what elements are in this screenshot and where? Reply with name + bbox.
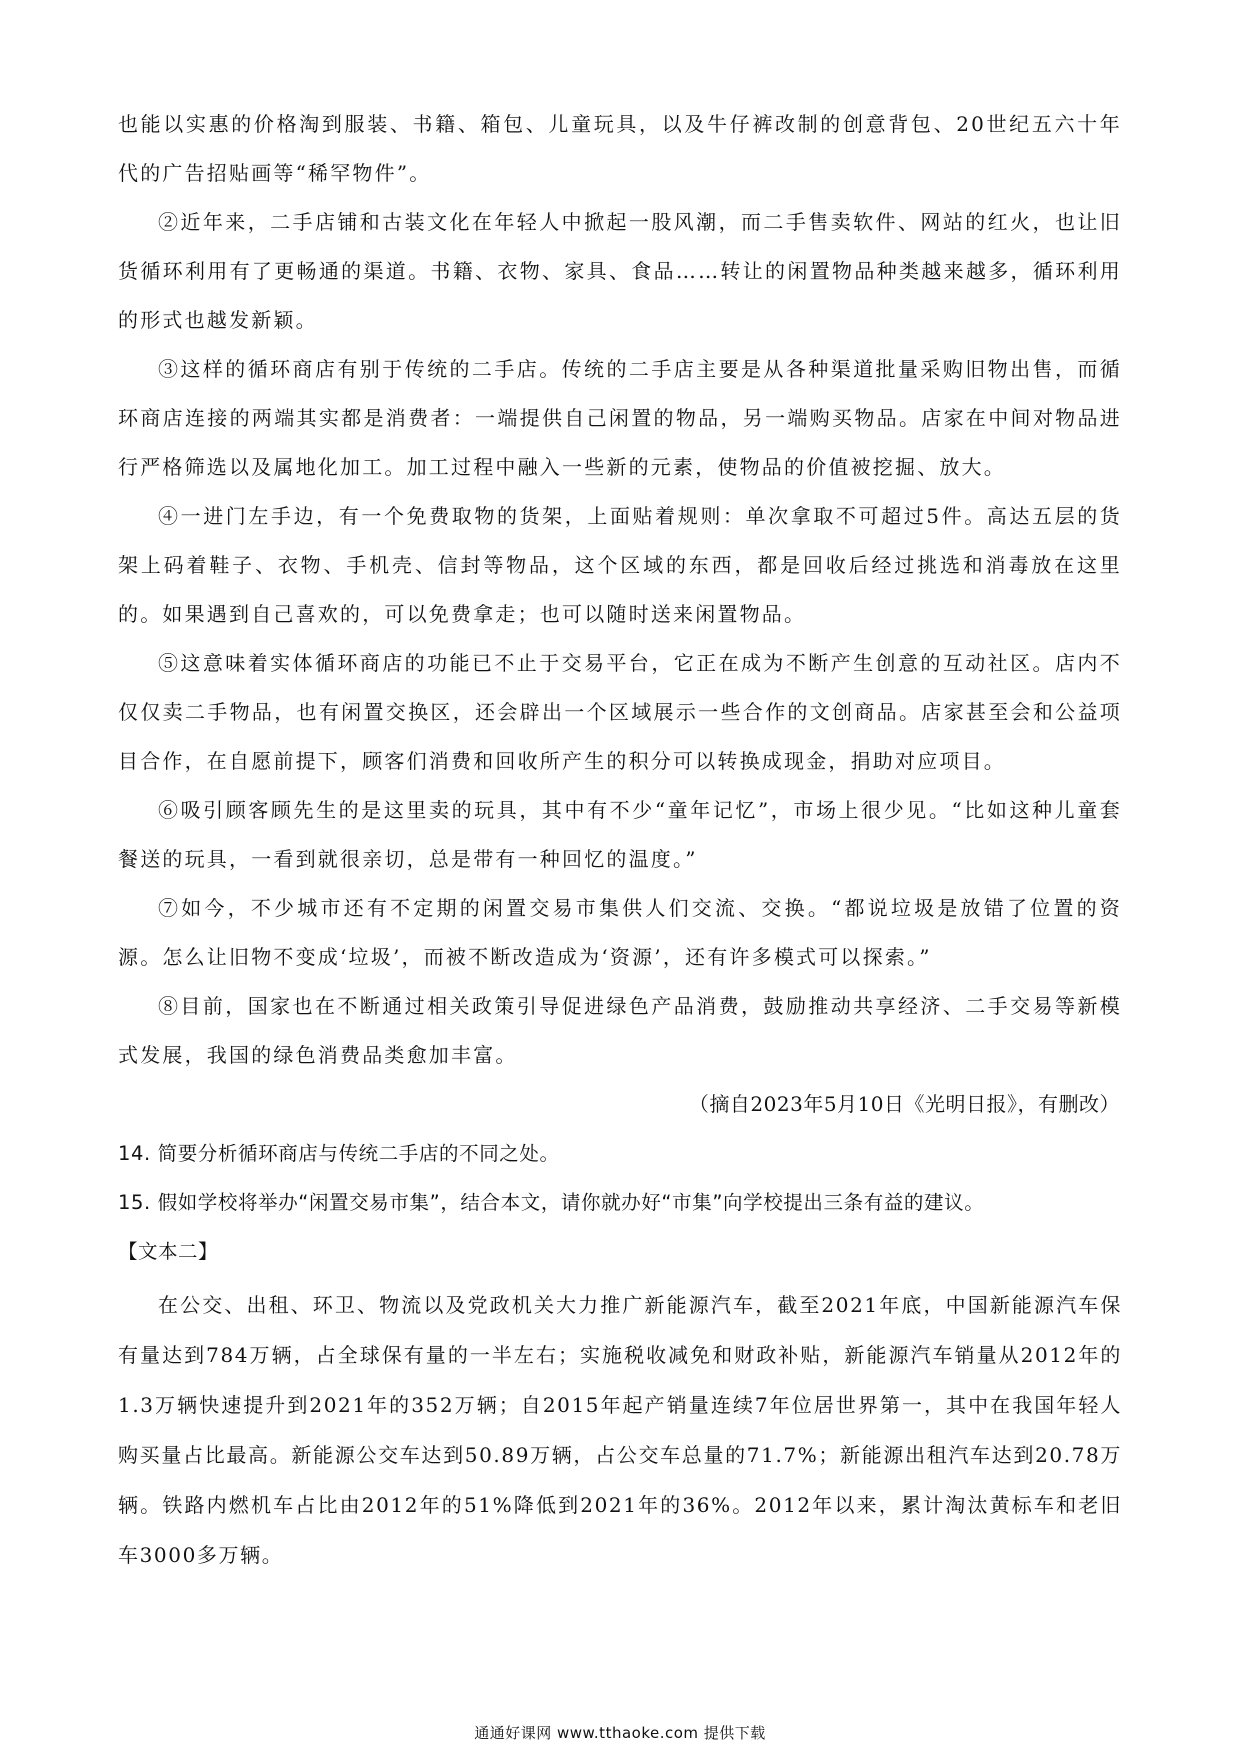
article-paragraph-2: ②近年来，二手店铺和古装文化在年轻人中掀起一股风潮，而二手售卖软件、网站的红火，也让旧货循环利用有了更畅通的渠道。书籍、衣物、家具、食品……转让的闲置物品种类越来越多，循环利用的形式也越发新颖。 bbox=[118, 210, 1122, 332]
article-paragraph-3: ③这样的循环商店有别于传统的二手店。传统的二手店主要是从各种渠道批量采购旧物出售，而循环商店连接的两端其实都是消费者：一端提供自己闲置的物品，另一端购买物品。店家在中间对物品进行严格筛选以及属地化加工。加工过程中融入一些新的元素，使物品的价值被挖掘、放大。 bbox=[118, 357, 1122, 479]
article-paragraph-8: ⑧目前，国家也在不断通过相关政策引导促进绿色产品消费，鼓励推动共享经济、二手交易等新模式发展，我国的绿色消费品类愈加丰富。 bbox=[118, 994, 1122, 1067]
page-footer: 通通好课网 www.tthaoke.com 提供下载 bbox=[474, 1724, 766, 1742]
article-paragraph-6: ⑥吸引顾客顾先生的是这里卖的玩具，其中有不少“童年记忆”，市场上很少见。“比如这种儿童套餐送的玩具，一看到就很亲切，总是带有一种回忆的温度。” bbox=[118, 798, 1122, 871]
text2-block bbox=[118, 1280, 1122, 1580]
article-source: （摘自2023年5月10日《光明日报》，有删改） bbox=[688, 1092, 1120, 1116]
article-paragraph-continued: 也能以实惠的价格淘到服装、书籍、箱包、儿童玩具，以及牛仔裤改制的创意背包、20世纪五六十年代的广告招贴画等“稀罕物件”。 bbox=[118, 112, 1122, 185]
text2-paragraph: 在公交、出租、环卫、物流以及党政机关大力推广新能源汽车，截至2021年底，中国新能源汽车保有量达到784万辆，占全球保有量的一半左右；实施税收减免和财政补贴，新能源汽车销量从2012年的1.3万辆快速提升到2021年的352万辆；自2015年起产销量连续7年位居世界第一，其中在我国年轻人购买量占比最高。新能源公交车达到50.89万辆，占公交车总量的71.7%；新能源出租汽车达到20.78万辆。铁路内燃机车占比由2012年的51%降低到2021年的36%。2012年以来，累计淘汰黄标车和老旧车3000多万辆。 bbox=[118, 1293, 1122, 1567]
question-14: 14. 简要分析循环商店与传统二手店的不同之处。 bbox=[118, 1142, 560, 1165]
text2-heading: 【文本二】 bbox=[118, 1240, 219, 1263]
article-paragraph-7: ⑦如今，不少城市还有不定期的闲置交易市集供人们交流、交换。“都说垃圾是放错了位置的资源。怎么让旧物不变成‘垃圾’，而被不断改造成为‘资源’，还有许多模式可以探索。” bbox=[118, 896, 1122, 969]
question-15: 15. 假如学校将举办“闲置交易市集”，结合本文，请你就办好“市集”向学校提出三条有益的建议。 bbox=[118, 1191, 985, 1214]
document-body bbox=[118, 100, 1122, 1580]
article-paragraph-5: ⑤这意味着实体循环商店的功能已不止于交易平台，它正在成为不断产生创意的互动社区。店内不仅仅卖二手物品，也有闲置交换区，还会辟出一个区域展示一些合作的文创商品。店家甚至会和公益项目合作，在自愿前提下，顾客们消费和回收所产生的积分可以转换成现金，捐助对应项目。 bbox=[118, 651, 1122, 773]
article-paragraph-4: ④一进门左手边，有一个免费取物的货架，上面贴着规则：单次拿取不可超过5件。高达五层的货架上码着鞋子、衣物、手机壳、信封等物品，这个区域的东西，都是回收后经过挑选和消毒放在这里的。如果遇到自己喜欢的，可以免费拿走；也可以随时送来闲置物品。 bbox=[118, 504, 1122, 626]
